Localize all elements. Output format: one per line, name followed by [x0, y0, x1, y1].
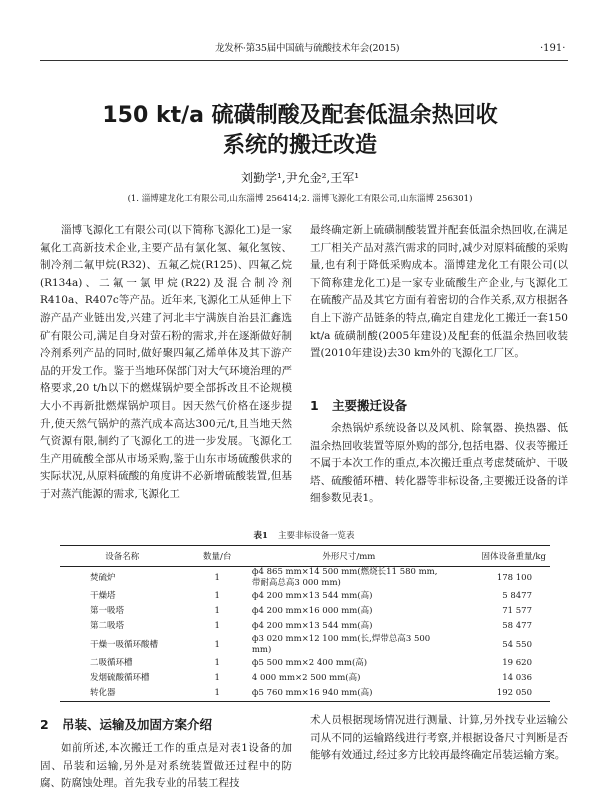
cell-weight: 54 550: [502, 639, 532, 650]
table-row: [60, 686, 550, 702]
table-row: [60, 604, 550, 619]
section-1-heading: [310, 398, 407, 414]
cell-dimensions: ф4 200 mm×16 000 mm(高): [251, 606, 373, 616]
table-caption: [40, 530, 568, 542]
cell-quantity: 1: [214, 591, 220, 601]
section-2-heading: [40, 717, 212, 733]
header-equipment-name: 设备名称: [60, 546, 185, 567]
intro-paragraph-right: 最终确定新上硫磺制酸装置并配套低温余热回收,在满足工厂相关产品对蒸汽需求的同时,减少对原料硫酸的采购量,也有利于降低采购成本。淄博建龙化工有限公司(以下简称建龙化工)是一家专业硫酸生产企业,与飞源化工在硫酸产品及其它方面有着密切的合作关系,双方根据各自上下游产品链条的特点,确定自建龙化工搬迁一套150 kt/a 硫磺制酸(2005年建设)及配套的低温余热回收装置(2010年建设)去30 km外的飞源化工厂区。: [310, 224, 568, 360]
table-row: [60, 656, 550, 671]
cell-dimensions: ф4 200 mm×13 544 mm(高): [251, 591, 373, 601]
cell-quantity: 1: [214, 639, 220, 650]
cell-quantity: 1: [214, 572, 220, 583]
cell-dimensions: 4 000 mm×2 500 mm(高): [251, 673, 361, 683]
cell-equipment-name: 第一吸塔: [90, 606, 125, 616]
table-row: [60, 589, 550, 604]
table-row: [60, 567, 550, 590]
cell-dimensions: ф5 760 mm×16 940 mm(高): [250, 686, 448, 702]
affiliation: (1. 淄博建龙化工有限公司,山东淄博 256414;2. 淄博飞源化工有限公司,山东淄博 256301): [127, 194, 473, 204]
cell-dimensions: ф4 200 mm×13 544 mm(高): [251, 621, 373, 631]
cell-equipment-name: 干燥一吸循环酸槽: [90, 639, 159, 650]
cell-quantity: 1: [214, 621, 220, 631]
section-2-paragraph-left: 如前所述,本次搬迁工作的重点是对表1设备的加固、吊装和运输,另外是对系统装置做还过程中的防腐、防腐蚀处理。首先我专业的吊装工程技: [40, 742, 292, 790]
page-number: ·191·: [540, 43, 566, 54]
running-header: 龙发杯·第35届中国硫与硫酸技术年会(2015): [215, 43, 400, 54]
header-quantity: 数量/台: [185, 546, 250, 567]
cell-weight: 5 8477: [502, 591, 532, 601]
table-row: [60, 671, 550, 686]
cell-quantity: 1: [214, 658, 220, 668]
section-1-paragraph: 余热锅炉系统设备以及风机、除氧器、换热器、低温余热回收装置等原外购的部分,包括电器、仪表等搬迁不属于本次工作的重点,本次搬迁重点考虑焚硫炉、干吸塔、硫酸循环槽、转化器等非标设备,主要搬迁设备的详细参数见表1。: [310, 422, 568, 505]
table-header-row: [60, 546, 550, 567]
cell-equipment-name: 转化器: [60, 686, 185, 702]
cell-equipment-name: 第二吸塔: [90, 621, 125, 631]
cell-quantity: 1: [214, 606, 220, 616]
paper-title-line-1: 150 kt/a 硫磺制酸及配套低温余热回收: [102, 103, 498, 128]
table-caption-text: 主要非标设备一览表: [277, 531, 355, 541]
cell-equipment-name: 发烟硫酸循环槽: [90, 673, 150, 683]
section-2-title: 吊装、运输及加固方案介绍: [62, 717, 213, 732]
author-list: 刘勤学¹,尹允金²,王军¹: [240, 171, 360, 185]
cell-weight: 192 050: [448, 686, 550, 702]
header-dimensions: 外形尺寸/mm: [250, 546, 448, 567]
section-2-number: 2: [40, 717, 49, 732]
cell-equipment-name: 干燥塔: [90, 591, 116, 601]
cell-equipment-name: 焚硫炉: [90, 572, 116, 583]
header-weight: 固体设备重量/kg: [448, 546, 550, 567]
cell-dimensions: ф4 865 mm×14 500 mm(燃烧长11 580 mm,带耐高总高3 000 mm): [251, 567, 438, 588]
header-rule: [40, 60, 568, 61]
cell-dimensions: ф5 500 mm×2 400 mm(高): [251, 658, 368, 668]
cell-weight: 19 620: [502, 658, 532, 668]
cell-weight: 71 577: [502, 606, 532, 616]
cell-quantity: 1: [214, 673, 220, 683]
equipment-table: [60, 545, 550, 702]
cell-weight: 58 477: [502, 621, 532, 631]
cell-dimensions: ф3 020 mm×12 100 mm(长,焊带总高3 500 mm): [251, 634, 431, 655]
section-2-paragraph-right: 术人员根据现场情况进行测量、计算,另外找专业运输公司从不同的运输路线进行考察,并根据设备尺寸判断是否能够有效通过,经过多方比较再最终确定吊装运输方案。: [310, 714, 568, 762]
intro-paragraph-left: 淄博飞源化工有限公司(以下简称飞源化工)是一家氟化工高新技术企业,主要产品有氯化氢、氟化氢铵、制冷剂二氟甲烷(R32)、五氟乙烷(R125)、四氟乙烷(R134a)、二氟一氯甲烷(R22)及混合制冷剂R410a、R407c等产品。近年来,飞源化工从延伸上下游产品产业链出发,兴建了河北丰宁满族自治县汇鑫选矿有限公司,满足自身对萤石粉的需求,并在逐渐做好制冷剂系列产品的同时,做好聚四氟乙烯单体及其下游产品的开发工作。鉴于当地环保部门对大气环境治理的严格要求,20 t/h以下的燃煤锅炉要全部拆改且不论规模大小不再新批燃煤锅炉项目。因天然气价格在逐步提升,使天然气锅炉的蒸汽成本高达300元/t,且当地天然气资源有限,制约了飞源化工的进一步发展。飞源化工生产用硫酸全部从市场采购,鉴于山东市场硫酸供求的实际状况,从原料硫酸的角度讲不必新增硫酸装置,但基于对蒸汽能源的需求,飞源化工: [40, 224, 292, 500]
table-caption-label: 表1: [253, 531, 268, 541]
cell-quantity: 1: [185, 686, 250, 702]
section-1-number: 1: [310, 398, 319, 413]
section-1-title: 主要搬迁设备: [332, 398, 408, 413]
cell-weight: 14 036: [502, 673, 532, 683]
table-row: [60, 619, 550, 634]
cell-equipment-name: 二吸循环槽: [90, 658, 133, 668]
cell-weight: 178 100: [496, 572, 532, 583]
table-row: [60, 634, 550, 656]
paper-title-line-2: 系统的搬迁改造: [222, 133, 377, 158]
